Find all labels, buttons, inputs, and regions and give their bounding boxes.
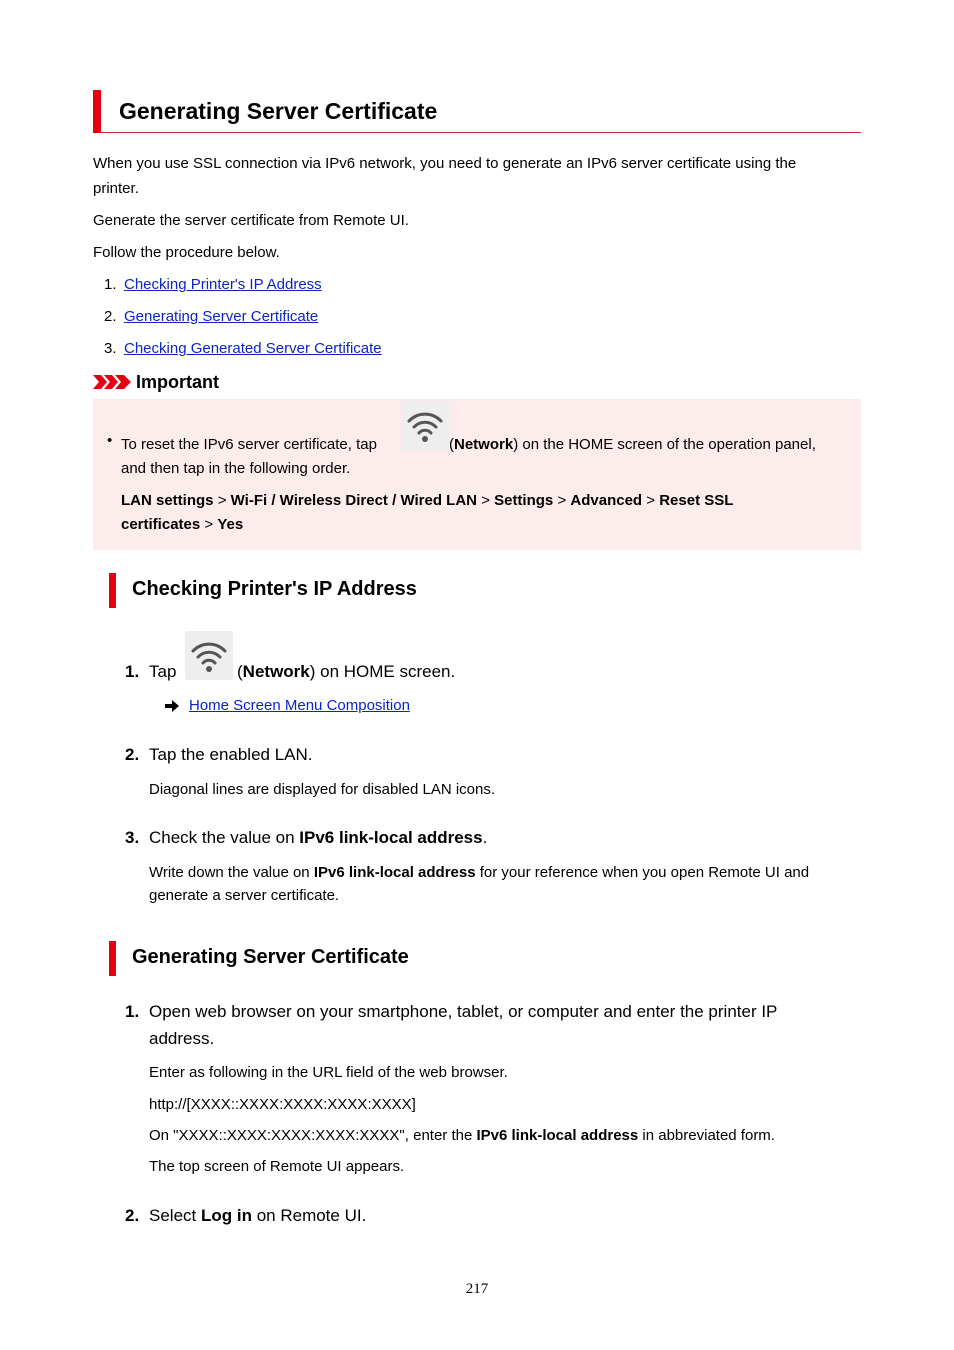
link-home-screen-menu[interactable]: Home Screen Menu Composition	[189, 697, 410, 714]
settings-path-line-1: LAN settings > Wi-Fi / Wireless Direct / Wired LAN > Settings > Advanced > Reset SSL	[121, 492, 734, 509]
link-checking-ip[interactable]: Checking Printer's IP Address	[124, 276, 322, 293]
section1-accent-bar	[109, 573, 116, 608]
important-heading: Important	[136, 372, 219, 392]
link-generating-cert[interactable]: Generating Server Certificate	[124, 308, 319, 325]
s2-step2-num: 2.	[125, 1206, 140, 1225]
important-text-a: To reset the IPv6 server certificate, tap	[121, 436, 377, 453]
s2-step1-note-4: The top screen of Remote UI appears.	[149, 1158, 405, 1175]
s1-step3-note-2: generate a server certificate.	[149, 887, 340, 904]
intro-line-2: printer.	[93, 180, 139, 197]
network-bold: Network	[454, 436, 514, 453]
s1-step1-rest: (Network) on HOME screen.	[237, 662, 456, 681]
s1-step1-num: 1.	[125, 662, 140, 681]
s1-step3-text: Check the value on IPv6 link-local address.	[149, 828, 488, 847]
page-title-block	[93, 90, 861, 133]
s1-step2-text: Tap the enabled LAN.	[149, 745, 313, 764]
s2-step2-text: Select Log in on Remote UI.	[149, 1206, 367, 1225]
section2-title: Generating Server Certificate	[132, 946, 409, 968]
important-chevron-icon	[93, 375, 131, 394]
link-checking-cert[interactable]: Checking Generated Server Certificate	[124, 340, 382, 357]
title-accent-bar	[93, 90, 101, 133]
s1-step3-num: 3.	[125, 828, 140, 847]
s2-step1-line1: Open web browser on your smartphone, tablet, or computer and enter the printer IP	[149, 1002, 778, 1021]
intro-line-4: Follow the procedure below.	[93, 244, 280, 261]
page-title: Generating Server Certificate	[119, 98, 438, 124]
s1-step2-num: 2.	[125, 745, 140, 764]
wifi-icon	[401, 401, 449, 450]
intro-line-1: When you use SSL connection via IPv6 network, you need to generate an IPv6 server certificate using the	[93, 155, 797, 172]
wifi-icon	[185, 631, 233, 680]
s2-step1-note-3: On "XXXX::XXXX:XXXX:XXXX:XXXX", enter the IPv6 link-local address in abbreviated form.	[149, 1127, 775, 1144]
s2-step1-note-2: http://[XXXX::XXXX:XXXX:XXXX:XXXX]	[149, 1096, 416, 1113]
s2-step1-note-1: Enter as following in the URL field of the web browser.	[149, 1064, 508, 1081]
s1-step3-note-1: Write down the value on IPv6 link-local address for your reference when you open Remote UI and	[149, 864, 810, 881]
important-text-c: and then tap in the following order.	[121, 460, 351, 477]
arrow-right-icon	[165, 699, 179, 718]
settings-path-line-2: certificates > Yes	[121, 516, 244, 533]
bullet-dot: •	[107, 432, 113, 449]
s2-step1-line2: address.	[149, 1029, 215, 1048]
s2-step1-num: 1.	[125, 1002, 140, 1021]
s1-step1-pre: Tap	[149, 662, 177, 681]
section2-accent-bar	[109, 941, 116, 976]
important-text-b-line: (Network) on the HOME screen of the operation panel,	[449, 436, 816, 453]
s1-step2-note: Diagonal lines are displayed for disabled LAN icons.	[149, 781, 496, 798]
section1-title: Checking Printer's IP Address	[132, 578, 417, 600]
intro-line-3: Generate the server certificate from Remote UI.	[93, 212, 409, 229]
page-number: 217	[465, 1281, 489, 1297]
